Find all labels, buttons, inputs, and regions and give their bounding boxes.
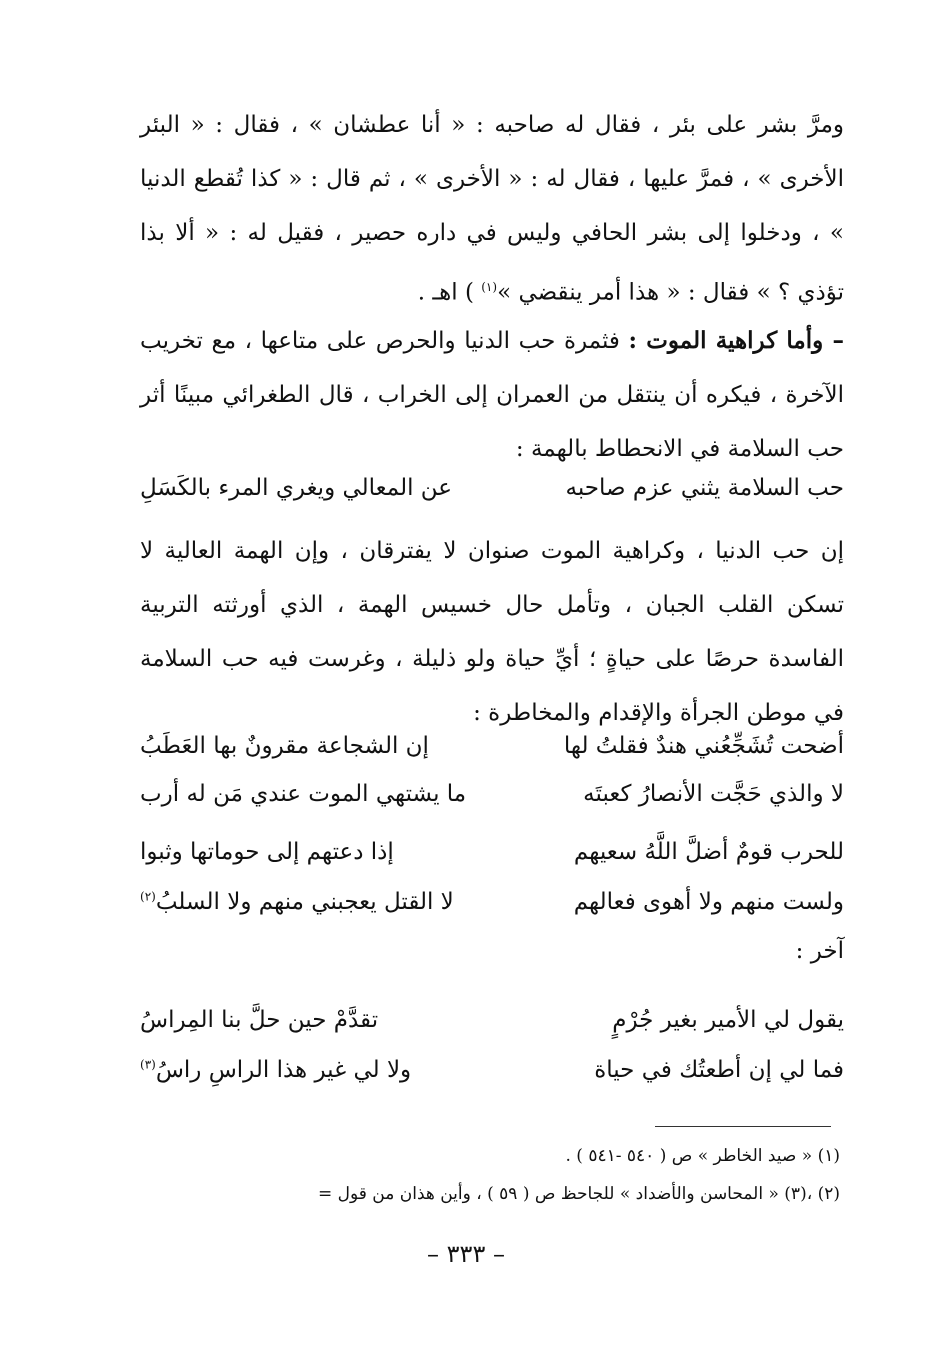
paragraph-death-aversion [140, 314, 844, 476]
verse-line [140, 462, 844, 514]
paragraph-bishr [140, 98, 844, 320]
verse-second-hemistich: عن المعالي ويغري المرء بالكَسَلِ [140, 475, 453, 501]
poem-line [140, 768, 844, 820]
verse-second-hemistich: لا القتل يعجبني منهم ولا السلبُ [155, 889, 454, 915]
verse-first-hemistich: حب السلامة يثني عزم صاحبه [565, 475, 844, 501]
poem-line [140, 1044, 844, 1096]
poem-line [140, 994, 844, 1046]
verse-second-hemistich: ولا لي غير هذا الراسِ راسُ [155, 1057, 412, 1083]
verse-second-hemistich: تقدَّمْ حين حلَّ بنا المِراسُ [140, 1007, 379, 1033]
paragraph-end: ) اهـ . [417, 279, 482, 306]
poem-line [140, 826, 844, 878]
verse-second-hemistich: إن الشجاعة مقرونٌ بها العَطَبُ [140, 733, 429, 759]
page-number: – ٣٣٣ – [427, 1240, 505, 1268]
footnote-ref-3: (٣) [140, 1057, 156, 1072]
footnote-ref-2: (٢) [140, 889, 156, 904]
verse-first-hemistich: فما لي إن أطعتُك في حياة [594, 1057, 844, 1083]
paragraph-text: ومرَّ بشر على بئر ، فقال له صاحبه : « أنا عطشان » ، فقال : « البئر الأخرى » ، فمرَّ عليها ، فقال له : « الأخرى » ، ثم قال : « كذا تُقطع الدنيا » ، ودخلوا إلى بشر الحافي وليس في داره حصير ، فقيل له : « ألا بذا تؤذي ؟ » فقال : « هذا أمر ينقضي » [140, 112, 844, 306]
poem-line [140, 720, 844, 772]
poem-line [140, 876, 844, 928]
verse-first-hemistich: لا والذي حَجَّت الأنصارُ كعبتَه [583, 781, 844, 807]
footnote-ref-1: (١) [481, 280, 498, 294]
footnote-divider [655, 1126, 831, 1127]
verse-first-hemistich: للحرب قومٌ أضلَّ اللَّهُ سعيهم [573, 839, 844, 865]
paragraph-world-love [140, 524, 844, 740]
paragraph-text: فثمرة حب الدنيا والحرص على متاعها ، مع تخريب الآخرة ، فيكره أن ينتقل من العمران إلى الخراب ، قال الطغرائي مبينًا أثر حب السلامة في الانحطاط بالهمة : [140, 328, 844, 462]
footnote: (٢) ،(٣) « المحاسن والأضداد » للجاحظ ص ( ٥٩ ) ، وأين هذان من قول = [317, 1184, 840, 1204]
verse-first-hemistich: يقول لي الأمير بغير جُرْمٍ [612, 1007, 844, 1033]
section-lead: – وأما كراهية الموت : [628, 327, 844, 354]
paragraph-text: إن حب الدنيا ، وكراهية الموت صنوان لا يفترقان ، وإن الهمة العالية لا تسكن القلب الجبان ، وتأمل حال خسيس الهمة ، الذي أورثته التربية الفاسدة حرصًا على حياةٍ ؛ أيِّ حياة ولو ذليلة ، وغرست فيه حب السلامة في موطن الجرأة والإقدام والمخاطرة : [140, 538, 844, 726]
verse-second-hemistich: ما يشتهي الموت عندي مَن له أرب [140, 781, 467, 807]
verse-second-hemistich: إذا دعتهم إلى حوماتها وثبوا [140, 839, 394, 865]
footnote: (١) « صيد الخاطر » ص ( ٥٤٠ -٥٤١ ) . [565, 1146, 840, 1166]
verse-first-hemistich: أضحت تُشَجِّعُني هندٌ فقلتُ لها [563, 733, 844, 759]
other-poet-label: آخر : [795, 938, 844, 964]
verse-first-hemistich: ولست منهم ولا أهوى فعالهم [573, 889, 844, 915]
